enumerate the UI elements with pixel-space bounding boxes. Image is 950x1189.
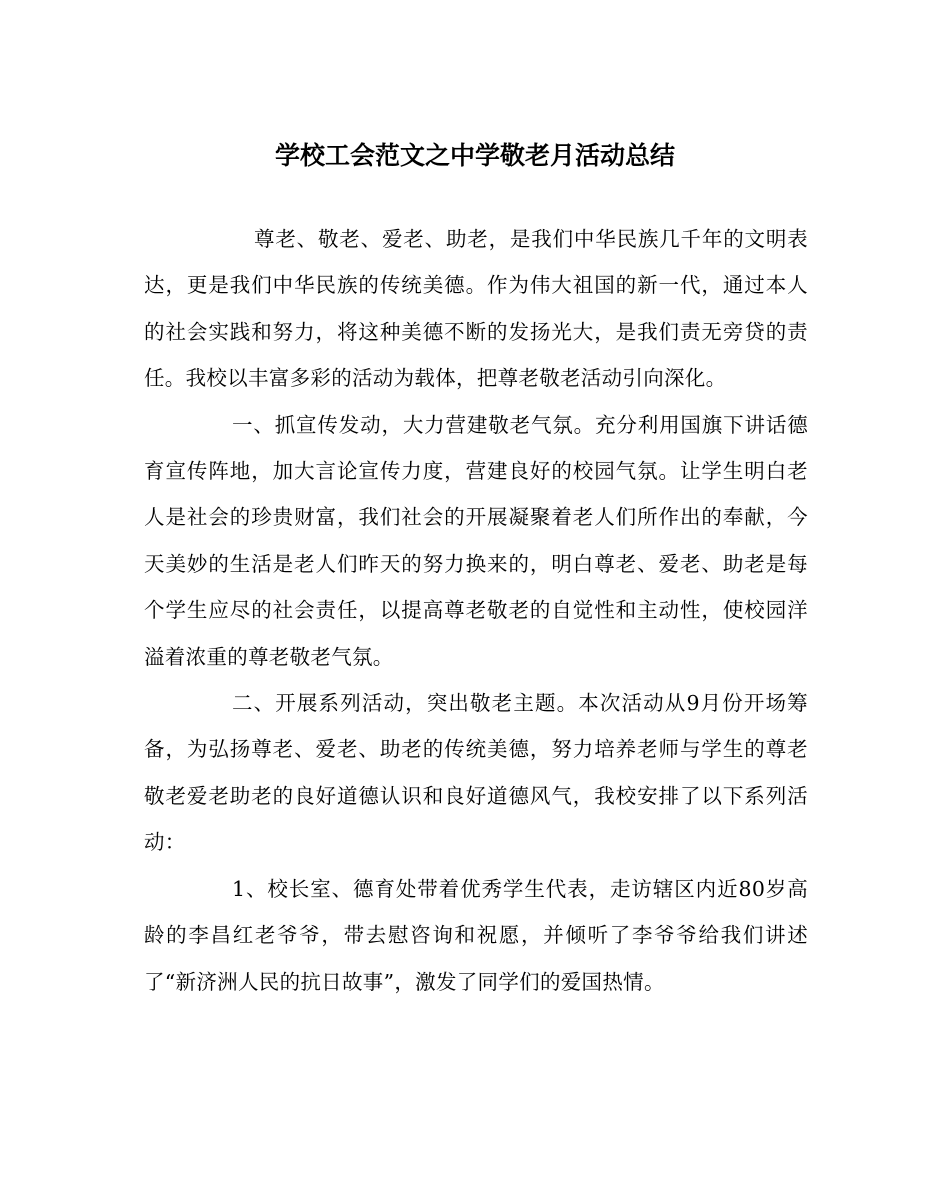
paragraph-item-1: 1、校长室、德育处带着优秀学生代表，走访辖区内近80岁高龄的李昌红老爷爷，带去慰咨询和祝愿，并倾听了李爷爷给我们讲述了“新济洲人民的抗日故事”，激发了同学们的爱国热情。 [144, 876, 808, 994]
paragraph-section-2: 二、开展系列活动，突出敬老主题。本次活动从9月份开场筹备，为弘扬尊老、爱老、助老的传统美德，努力培养老师与学生的尊老敬老爱老助老的良好道德认识和良好道德风气，我校安排了以下系列活动： [144, 691, 808, 855]
document-title: 学校工会范文之中学敬老月活动总结 [274, 141, 675, 170]
paragraph-intro: 尊老、敬老、爱老、助老，是我们中华民族几千年的文明表达，更是我们中华民族的传统美德。作为伟大祖国的新一代，通过本人的社会实践和努力，将这种美德不断的发扬光大，是我们责无旁贷的责任。我校以丰富多彩的活动为载体，把尊老敬老活动引向深化。 [144, 227, 808, 391]
paragraph-section-1: 一、抓宣传发动，大力营建敬老气氛。充分利用国旗下讲话德育宣传阵地，加大言论宣传力度，营建良好的校园气氛。让学生明白老人是社会的珍贵财富，我们社会的开展凝聚着老人们所作出的奉献，今天美妙的生活是老人们昨天的努力换来的，明白尊老、爱老、助老是每个学生应尽的社会责任，以提高尊老敬老的自觉性和主动性，使校园洋溢着浓重的尊老敬老气氛。 [144, 412, 808, 669]
document-body [144, 216, 808, 1005]
